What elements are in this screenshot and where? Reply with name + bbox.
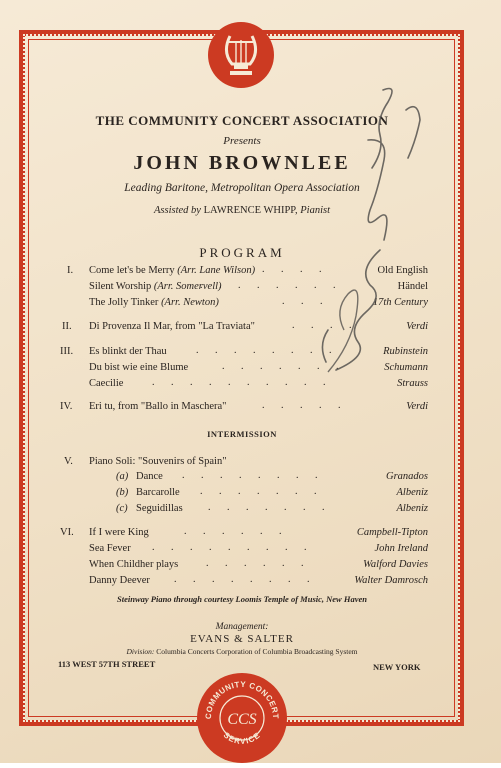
leader-dots: . . . . . . . <box>222 361 346 372</box>
lyre-emblem-icon <box>208 22 274 88</box>
leader-dots: . . . . . . . <box>208 502 332 513</box>
leader-dots: . . . . . . . . <box>200 280 343 291</box>
division-label: Division: <box>126 647 155 656</box>
item-title: Barcarolle <box>136 487 180 498</box>
item-mark: (c) <box>116 503 128 514</box>
street-address: 113 WEST 57TH STREET <box>58 659 156 669</box>
city-name: NEW YORK <box>373 662 421 672</box>
item-composer: Verdi <box>406 321 428 332</box>
item-composer: Strauss <box>397 378 428 389</box>
item-title: Dance <box>136 471 163 482</box>
group-numeral: V. <box>64 456 73 467</box>
leader-dots: . . . . <box>262 264 329 275</box>
item-title: Caecilie <box>89 378 124 389</box>
item-arranger: (Arr. Somervell) <box>153 281 222 292</box>
assisted-prefix: Assisted by <box>153 205 201 216</box>
leader-dots: . . . . . . <box>184 526 289 537</box>
program-item <box>89 297 219 308</box>
pianist-role: Pianist <box>300 205 331 216</box>
item-composer: Granados <box>385 471 428 482</box>
piano-credit: Steinway Piano through courtesy Loomis Temple of Music, New Haven <box>117 594 367 604</box>
leader-dots: . . . . . . . . <box>196 345 339 356</box>
item-title: Silent Worship <box>89 281 152 292</box>
seal-line2: SERVICE <box>221 730 263 746</box>
item-composer: John Ireland <box>374 543 428 554</box>
item-composer: Walter Damrosch <box>354 575 428 586</box>
management-label: Management: <box>215 622 269 632</box>
item-composer: Rubinstein <box>383 346 428 357</box>
manager-name: EVANS & SALTER <box>190 633 294 645</box>
presents-label: Presents <box>223 135 261 147</box>
seal-monogram: CCS <box>227 711 257 728</box>
leader-dots: . . . . . <box>262 400 348 411</box>
leader-dots: . . . . . . . . <box>174 574 317 585</box>
division-line <box>0 647 484 656</box>
leader-dots: . . . . . . <box>206 558 311 569</box>
handwritten-signature <box>288 80 458 400</box>
artist-name: JOHN BROWNLEE <box>133 152 351 174</box>
leader-dots: . . . . . . . . <box>182 470 325 481</box>
pianist-name: LAWRENCE WHIPP, <box>203 205 298 216</box>
group-heading: Piano Soli: "Souvenirs of Spain" <box>89 456 227 467</box>
item-arranger: (Arr. Lane Wilson) <box>177 265 256 276</box>
item-composer: 17th Century <box>372 297 428 308</box>
item-composer: Albeniz <box>396 503 428 514</box>
item-title: If I were King <box>89 527 149 538</box>
leader-dots: . . . . . . . . . <box>152 542 314 553</box>
item-title: Di Provenza Il Mar, from "La Traviata" <box>89 321 255 332</box>
program-heading: PROGRAM <box>199 245 285 260</box>
item-title: Du bist wie eine Blume <box>89 362 189 373</box>
item-title: Come let's be Merry <box>89 265 175 276</box>
leader-dots: . . . . . . . . . . <box>152 377 333 388</box>
leader-dots: . . . <box>282 296 330 307</box>
group-numeral: IV. <box>60 401 73 412</box>
item-composer: Old English <box>377 265 428 276</box>
group-numeral: II. <box>62 321 72 332</box>
item-title: Danny Deever <box>89 575 150 586</box>
intermission-label: INTERMISSION <box>207 429 277 439</box>
seal-line1: COMMUNITY CONCERT <box>203 679 281 720</box>
group-numeral: I. <box>67 265 74 276</box>
group-numeral: III. <box>60 346 74 357</box>
item-composer: Schumann <box>384 362 428 373</box>
item-title: Eri tu, from "Ballo in Maschera" <box>89 401 227 412</box>
association-title: THE COMMUNITY CONCERT ASSOCIATION <box>95 113 389 128</box>
item-composer: Händel <box>397 281 428 292</box>
item-composer: Albeniz <box>396 487 428 498</box>
item-arranger: (Arr. Newton) <box>161 297 219 308</box>
item-title: Sea Fever <box>89 543 131 554</box>
leader-dots: . . . . . . . <box>200 486 324 497</box>
item-title: Es blinkt der Thau <box>89 346 167 357</box>
svg-text:SERVICE <box>222 730 263 745</box>
item-composer: Verdi <box>406 401 428 412</box>
group-numeral: VI. <box>60 527 74 538</box>
item-mark: (b) <box>116 487 129 498</box>
division-name: Columbia Concerts Corporation of Columbia Broadcasting System <box>156 647 358 656</box>
item-composer: Walford Davies <box>363 559 428 570</box>
item-title: When Childher plays <box>89 559 179 570</box>
ccs-seal <box>197 673 287 763</box>
item-mark: (a) <box>116 471 129 482</box>
item-composer: Campbell-Tipton <box>356 527 428 538</box>
item-title: The Jolly Tinker <box>89 297 159 308</box>
item-title: Seguidillas <box>136 503 183 514</box>
leader-dots: . . . . <box>292 320 359 331</box>
artist-role: Leading Baritone, Metropolitan Opera Association <box>124 182 360 194</box>
